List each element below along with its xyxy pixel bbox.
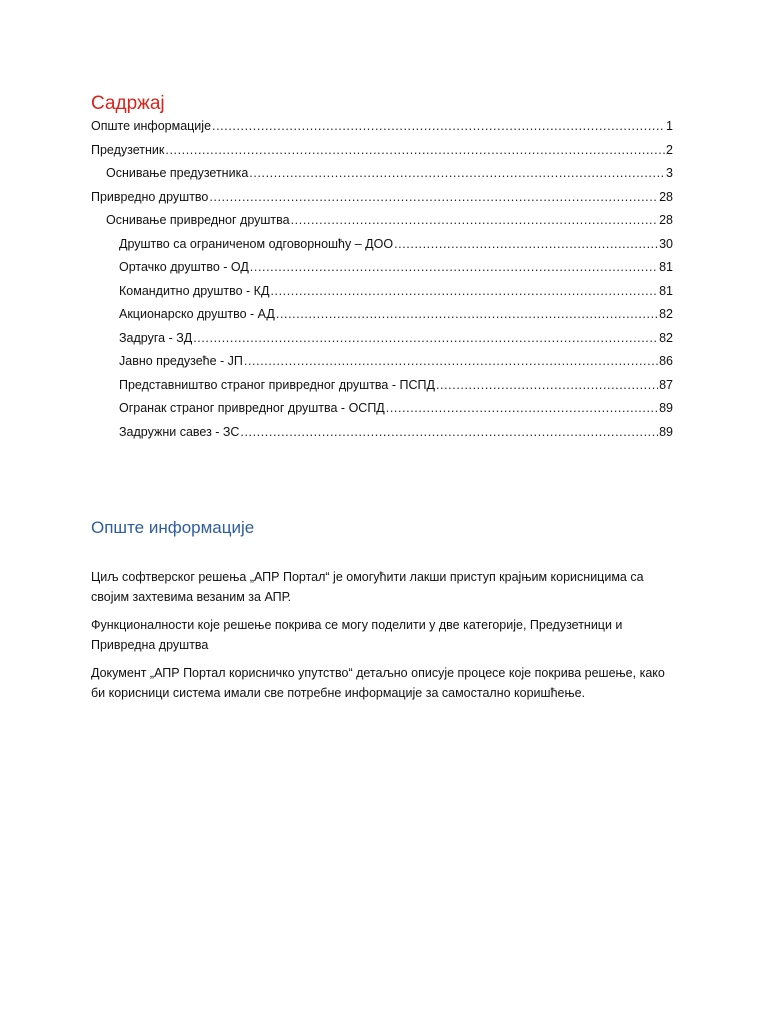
toc-leader-dots (209, 187, 658, 207)
toc-leader-dots (270, 281, 658, 301)
toc-entry-entrepreneur[interactable] (91, 140, 673, 164)
paragraph: Документ „АПР Портал корисничко упутство“ детаљно описује процесе које покрива решење, како би корисници система имали све потребне информације за самостално коришћење. (91, 666, 665, 700)
toc-entry-text: Опште информације (91, 119, 212, 133)
toc-page-number: 82 (659, 307, 673, 321)
toc-entry-text: Ортачко друштво - ОД (119, 260, 249, 274)
toc-entry-doo[interactable] (91, 234, 673, 258)
toc-page-number: 28 (659, 213, 673, 227)
toc-page-number: 81 (659, 260, 673, 274)
toc-entry-text: Јавно предузеће - ЈП (119, 354, 243, 368)
table-of-contents (91, 116, 673, 445)
toc-leader-dots (386, 398, 658, 418)
toc-page-number: 86 (659, 354, 673, 368)
toc-entry-text: Представништво страног привредног друштва - ПСПД (119, 377, 435, 392)
toc-entry-text: Предузетник (91, 142, 165, 157)
toc-entry-company[interactable] (91, 187, 673, 211)
section-body (91, 567, 676, 711)
toc-page-number: 82 (659, 330, 673, 345)
section-heading: Опште информације (91, 518, 255, 537)
toc-entry-ad[interactable] (91, 304, 673, 328)
toc-leader-dots (165, 140, 665, 160)
toc-leader-dots (244, 351, 658, 371)
toc-entry-text: Командитно друштво - КД (119, 283, 270, 298)
toc-entry-text: Привредно друштво (91, 189, 209, 204)
toc-page-number: 81 (659, 283, 673, 298)
toc-page-number: 1 (666, 119, 673, 133)
toc-title: Садржај (91, 93, 165, 114)
toc-entry-text: Акционарско друштво - АД (119, 307, 275, 321)
toc-page-number: 89 (659, 401, 673, 415)
toc-entry-jp[interactable] (91, 351, 673, 375)
toc-entry-ospd[interactable] (91, 398, 673, 422)
toc-entry-founding-company[interactable] (91, 210, 673, 234)
toc-leader-dots (276, 304, 658, 324)
toc-entry-text: Друштво са ограниченом одговорношћу – ДОО (119, 236, 394, 251)
toc-entry-text: Задружни савез - ЗС (119, 424, 240, 439)
toc-leader-dots (249, 163, 665, 183)
toc-entry-text: Оснивање предузетника (106, 166, 249, 180)
toc-leader-dots (291, 210, 658, 230)
toc-leader-dots (240, 422, 658, 442)
document-page (91, 0, 673, 1024)
toc-page-number: 3 (666, 166, 673, 180)
toc-leader-dots (394, 234, 658, 254)
toc-page-number: 30 (659, 236, 673, 251)
toc-entry-kd[interactable] (91, 281, 673, 305)
toc-leader-dots (436, 375, 658, 395)
toc-entry-general-info[interactable] (91, 116, 673, 140)
toc-page-number: 28 (659, 189, 673, 204)
toc-page-number: 89 (659, 424, 673, 439)
toc-entry-text: Задруга - ЗД (119, 330, 193, 345)
toc-entry-zs[interactable] (91, 422, 673, 446)
toc-leader-dots (250, 257, 658, 277)
toc-entry-text: Оснивање привредног друштва (106, 213, 290, 227)
toc-entry-od[interactable] (91, 257, 673, 281)
toc-leader-dots (193, 328, 658, 348)
toc-page-number: 87 (659, 377, 673, 392)
paragraph: Функционалности које решење покрива се могу поделити у две категорије, Предузетници и Привредна друштва (91, 618, 623, 652)
toc-entry-founding-entrepreneur[interactable] (91, 163, 673, 187)
paragraph: Циљ софтверског решења „АПР Портал“ је омогућити лакши приступ крајњим корисницима са својим захтевима везаним за АПР. (91, 570, 644, 604)
toc-leader-dots (212, 116, 665, 136)
toc-entry-pspd[interactable] (91, 375, 673, 399)
toc-entry-text: Огранак страног привредног друштва - ОСПД (119, 401, 385, 415)
toc-page-number: 2 (666, 142, 673, 157)
toc-entry-zd[interactable] (91, 328, 673, 352)
